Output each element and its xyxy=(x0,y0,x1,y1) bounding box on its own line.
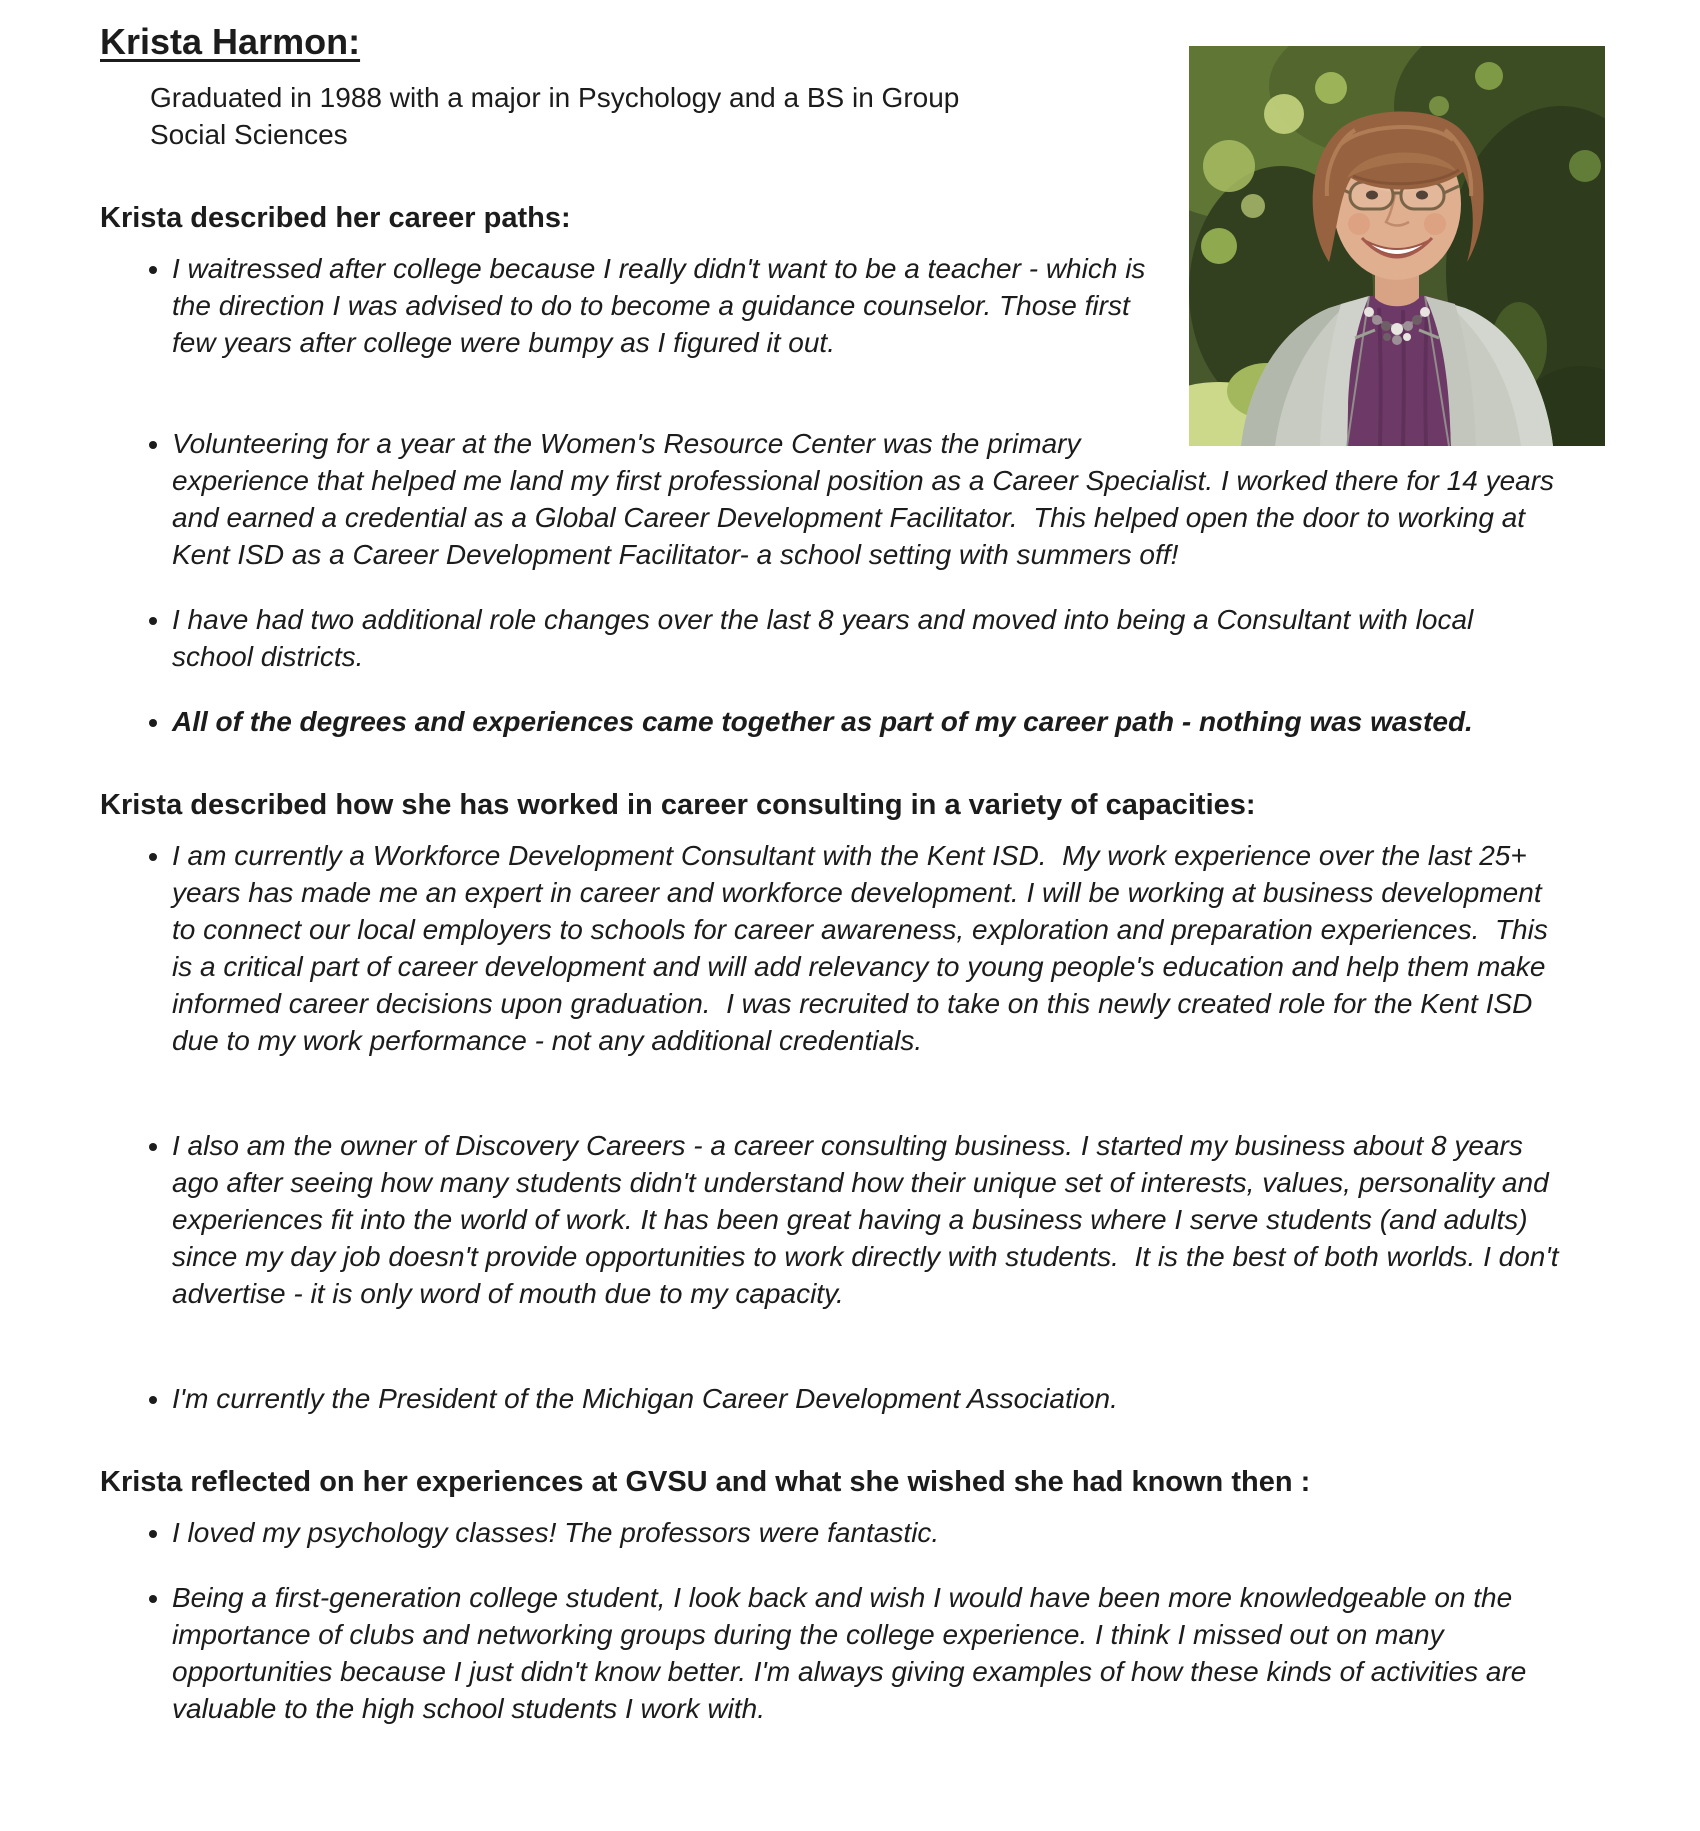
page-title: Krista Harmon: xyxy=(100,21,361,62)
bullet-item: • Being a first-generation college student, I look back and wish I would have been more knowledgeable on the importance of clubs and networking groups during the college experience. I think I missed out on many opportunities because I just didn't know better. I'm always giving examples of how these kinds of activities are valuable to the high school students I work with. xyxy=(172,1579,1560,1727)
bullet-item: • I'm currently the President of the Michigan Career Development Association. xyxy=(172,1380,1560,1417)
bullet-item: • I waitressed after college because I really didn't want to be a teacher - which is the direction I was advised to do to become a guidance counselor. Those first few years after college were bumpy as I figured it out. xyxy=(172,250,1560,361)
bullet-item-emphasized: • All of the degrees and experiences came together as part of my career path - nothing was wasted. xyxy=(172,703,1560,740)
bullet-item: • I loved my psychology classes! The professors were fantastic. xyxy=(172,1514,1560,1551)
bullet-item: • I have had two additional role changes over the last 8 years and moved into being a Consultant with local school districts. xyxy=(172,601,1560,675)
section-heading-career-consulting: Krista described how she has worked in career consulting in a variety of capacities: xyxy=(100,788,1256,821)
gvsu-reflection-list xyxy=(100,1514,1560,1727)
profile-photo xyxy=(1189,46,1605,446)
bullet-item: • Volunteering for a year at the Women's Resource Center was the primary experience that helped me land my first professional position as a Career Specialist. I worked there for 14 years and earned a credential as a Global Career Development Facilitator. This helped open the door to working at Kent ISD as a Career Development Facilitator- a school setting with summers off! xyxy=(172,425,1560,573)
section-heading-career-paths: Krista described her career paths: xyxy=(100,202,571,235)
career-consulting-list xyxy=(100,837,1567,1417)
section-heading-gvsu-reflection: Krista reflected on her experiences at GVSU and what she wished she had known then : xyxy=(100,1465,1311,1498)
graduation-summary: Graduated in 1988 with a major in Psychology and a BS in Group Social Sciences xyxy=(150,82,960,151)
bullet-item: • I also am the owner of Discovery Careers - a career consulting business. I started my business about 8 years ago after seeing how many students didn't understand how their unique set of interests, values, personality and experiences fit into the world of work. It has been great having a business where I serve students (and adults) since my day job doesn't provide opportunities to work directly with students. It is the best of both worlds. I don't advertise - it is only word of mouth due to my capacity. xyxy=(172,1127,1560,1312)
bullet-item: • I am currently a Workforce Development Consultant with the Kent ISD. My work experience over the last 25+ years has made me an expert in career and workforce development. I will be working at business development to connect our local employers to schools for career awareness, exploration and preparation experiences. This is a critical part of career development and will add relevancy to young people's education and help them make informed career decisions upon graduation. I was recruited to take on this newly created role for the Kent ISD due to my work performance - not any additional credentials. xyxy=(172,837,1560,1059)
